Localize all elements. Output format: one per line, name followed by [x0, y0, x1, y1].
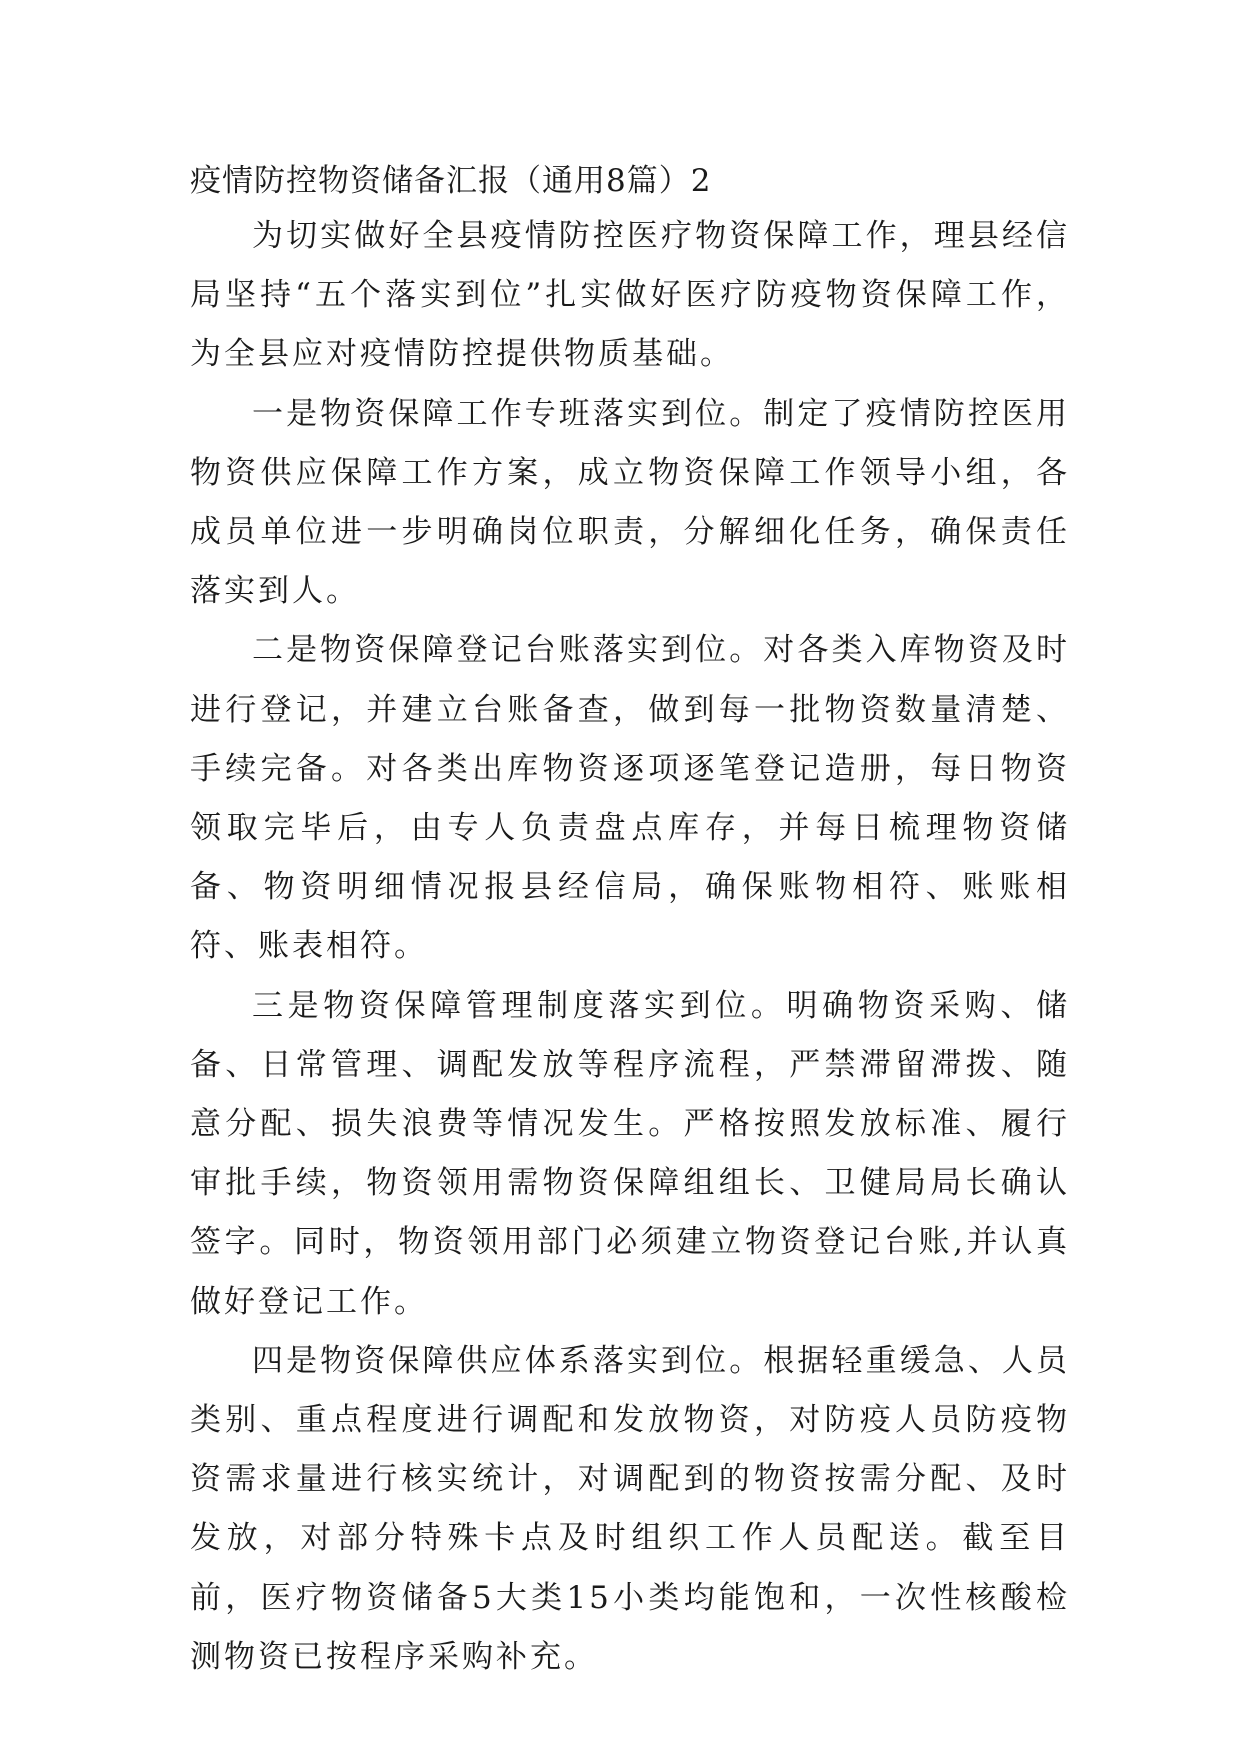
document-body — [190, 155, 1070, 1687]
paragraph-point-1: 一是物资保障工作专班落实到位。制定了疫情防控医用物资供应保障工作方案，成立物资保障工作领导小组，各成员单位进一步明确岗位职责，分解细化任务，确保责任落实到人。 — [190, 395, 1070, 610]
paragraph-point-4: 四是物资保障供应体系落实到位。根据轻重缓急、人员类别、重点程度进行调配和发放物资，对防疫人员防疫物资需求量进行核实统计，对调配到的物资按需分配、及时发放，对部分特殊卡点及时组织工作人员配送。截至目前，医疗物资储备5大类15小类均能饱和，一次性核酸检测物资已按程序采购补充。 — [190, 1342, 1070, 1675]
paragraph-point-3: 三是物资保障管理制度落实到位。明确物资采购、储备、日常管理、调配发放等程序流程，严禁滞留滞拨、随意分配、损失浪费等情况发生。严格按照发放标准、履行审批手续，物资领用需物资保障组组长、卫健局局长确认签字。同时，物资领用部门必须建立物资登记台账,并认真做好登记工作。 — [190, 987, 1070, 1320]
paragraph-intro: 为切实做好全县疫情防控医疗物资保障工作，理县经信局坚持“五个落实到位”扎实做好医疗防疫物资保障工作，为全县应对疫情防控提供物质基础。 — [190, 218, 1070, 373]
paragraph-point-2: 二是物资保障登记台账落实到位。对各类入库物资及时进行登记，并建立台账备查，做到每一批物资数量清楚、手续完备。对各类出库物资逐项逐笔登记造册，每日物资领取完毕后，由专人负责盘点库存，并每日梳理物资储备、物资明细情况报县经信局，确保账物相符、账账相符、账表相符。 — [190, 632, 1070, 965]
document-title: 疫情防控物资储备汇报（通用8篇）2 — [190, 163, 712, 199]
